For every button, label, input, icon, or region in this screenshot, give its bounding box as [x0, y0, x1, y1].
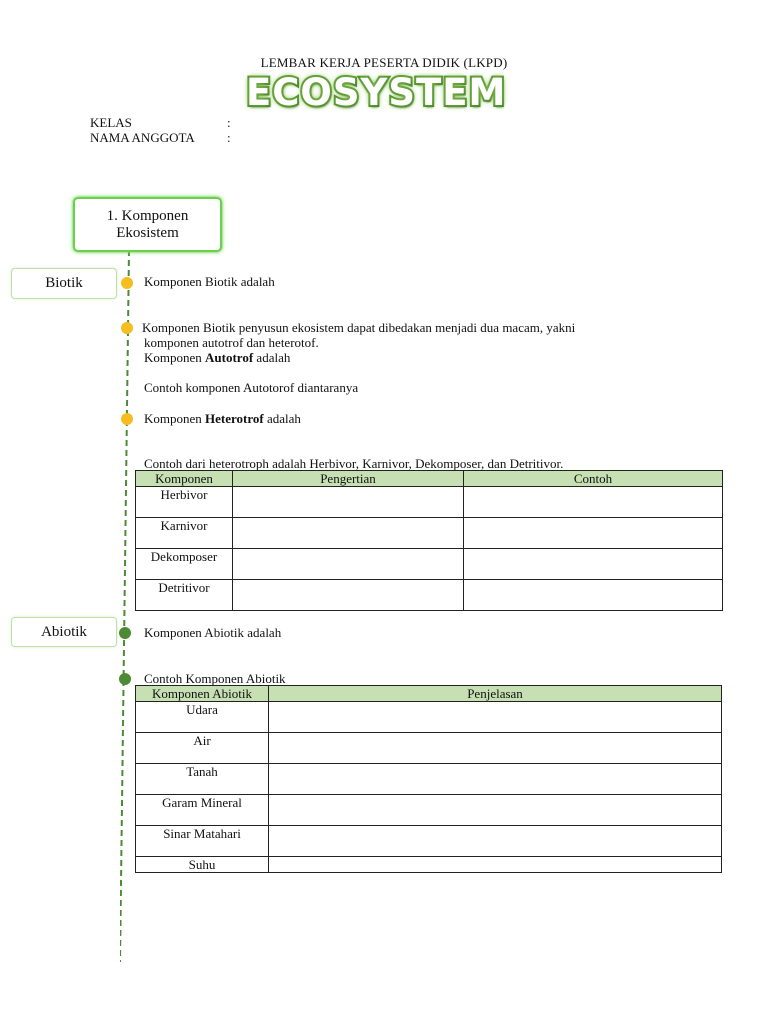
komponen-box-line1: 1. Komponen	[106, 207, 189, 224]
table-header-row	[136, 471, 723, 487]
contoh-cell[interactable]	[464, 518, 723, 549]
kelas-colon: :	[227, 115, 231, 130]
pengertian-cell[interactable]	[233, 487, 464, 518]
penjelasan-cell[interactable]	[269, 702, 722, 733]
autotrof-bold: Autotrof	[205, 350, 254, 365]
abiotik-example-heading: Contoh Komponen Abiotik	[144, 671, 286, 686]
worksheet-title: LEMBAR KERJA PESERTA DIDIK (LKPD)	[260, 55, 508, 70]
table-row	[136, 733, 722, 764]
table-row	[136, 702, 722, 733]
header-penjelasan: Penjelasan	[269, 686, 722, 702]
penjelasan-cell[interactable]	[269, 764, 722, 795]
ecosystem-logo	[246, 73, 506, 113]
nama-anggota-label: NAMA ANGGOTA	[90, 130, 195, 145]
penjelasan-cell[interactable]	[269, 857, 722, 873]
penjelasan-cell[interactable]	[269, 733, 722, 764]
row-label: Air	[136, 733, 269, 764]
contoh-cell[interactable]	[464, 580, 723, 611]
contoh-cell[interactable]	[464, 487, 723, 518]
header-komponen: Komponen	[136, 471, 233, 487]
komponen-box-line2: Ekosistem	[116, 224, 179, 241]
biotik-types-line2: komponen autotrof dan heterotof.	[144, 335, 319, 350]
row-label: Karnivor	[136, 518, 233, 549]
timeline-line	[120, 250, 130, 962]
header-contoh: Contoh	[464, 471, 723, 487]
row-label: Udara	[136, 702, 269, 733]
abiotik-table	[135, 685, 722, 873]
heterotrof-bold: Heterotrof	[205, 411, 264, 426]
table-row	[136, 826, 722, 857]
row-label: Dekomposer	[136, 549, 233, 580]
row-label: Suhu	[136, 857, 269, 873]
table-row	[136, 487, 723, 518]
table-row	[136, 518, 723, 549]
pengertian-cell[interactable]	[233, 580, 464, 611]
kelas-label: KELAS	[90, 115, 132, 130]
table-row	[136, 795, 722, 826]
nama-anggota-colon: :	[227, 130, 231, 145]
heterotrof-example: Contoh dari heterotroph adalah Herbivor, Karnivor, Dekomposer, dan Detritivor.	[144, 456, 564, 471]
bullet-dot-icon	[121, 322, 133, 334]
contoh-cell[interactable]	[464, 549, 723, 580]
table-header-row	[136, 686, 722, 702]
abiotik-label-box: Abiotik	[11, 617, 117, 647]
bullet-dot-icon	[119, 673, 131, 685]
row-label: Garam Mineral	[136, 795, 269, 826]
header-komponen-abiotik: Komponen Abiotik	[136, 686, 269, 702]
pengertian-cell[interactable]	[233, 518, 464, 549]
table-row	[136, 857, 722, 873]
penjelasan-cell[interactable]	[269, 826, 722, 857]
biotik-types-line1: Komponen Biotik penyusun ekosistem dapat dibedakan menjadi dua macam, yakni	[142, 320, 576, 335]
pengertian-cell[interactable]	[233, 549, 464, 580]
autotrof-definition: Komponen Autotrof adalah	[144, 350, 291, 365]
row-label: Tanah	[136, 764, 269, 795]
bullet-dot-icon	[121, 277, 133, 289]
row-label: Herbivor	[136, 487, 233, 518]
biotik-label-box: Biotik	[11, 268, 117, 299]
row-label: Detritivor	[136, 580, 233, 611]
penjelasan-cell[interactable]	[269, 795, 722, 826]
autotrof-example: Contoh komponen Autotorof diantaranya	[144, 380, 359, 395]
heterotrof-definition: Komponen Heterotrof adalah	[144, 411, 301, 426]
bullet-dot-icon	[119, 627, 131, 639]
table-row	[136, 580, 723, 611]
table-row	[136, 549, 723, 580]
ecosystem-logo-text: ECOSYSTEM	[246, 71, 507, 114]
komponen-ekosistem-box	[73, 197, 222, 252]
row-label: Sinar Matahari	[136, 826, 269, 857]
heterotrof-table	[135, 470, 723, 611]
header-pengertian: Pengertian	[233, 471, 464, 487]
biotik-definition: Komponen Biotik adalah	[144, 274, 275, 289]
bullet-dot-icon	[121, 413, 133, 425]
abiotik-definition: Komponen Abiotik adalah	[144, 625, 282, 640]
table-row	[136, 764, 722, 795]
